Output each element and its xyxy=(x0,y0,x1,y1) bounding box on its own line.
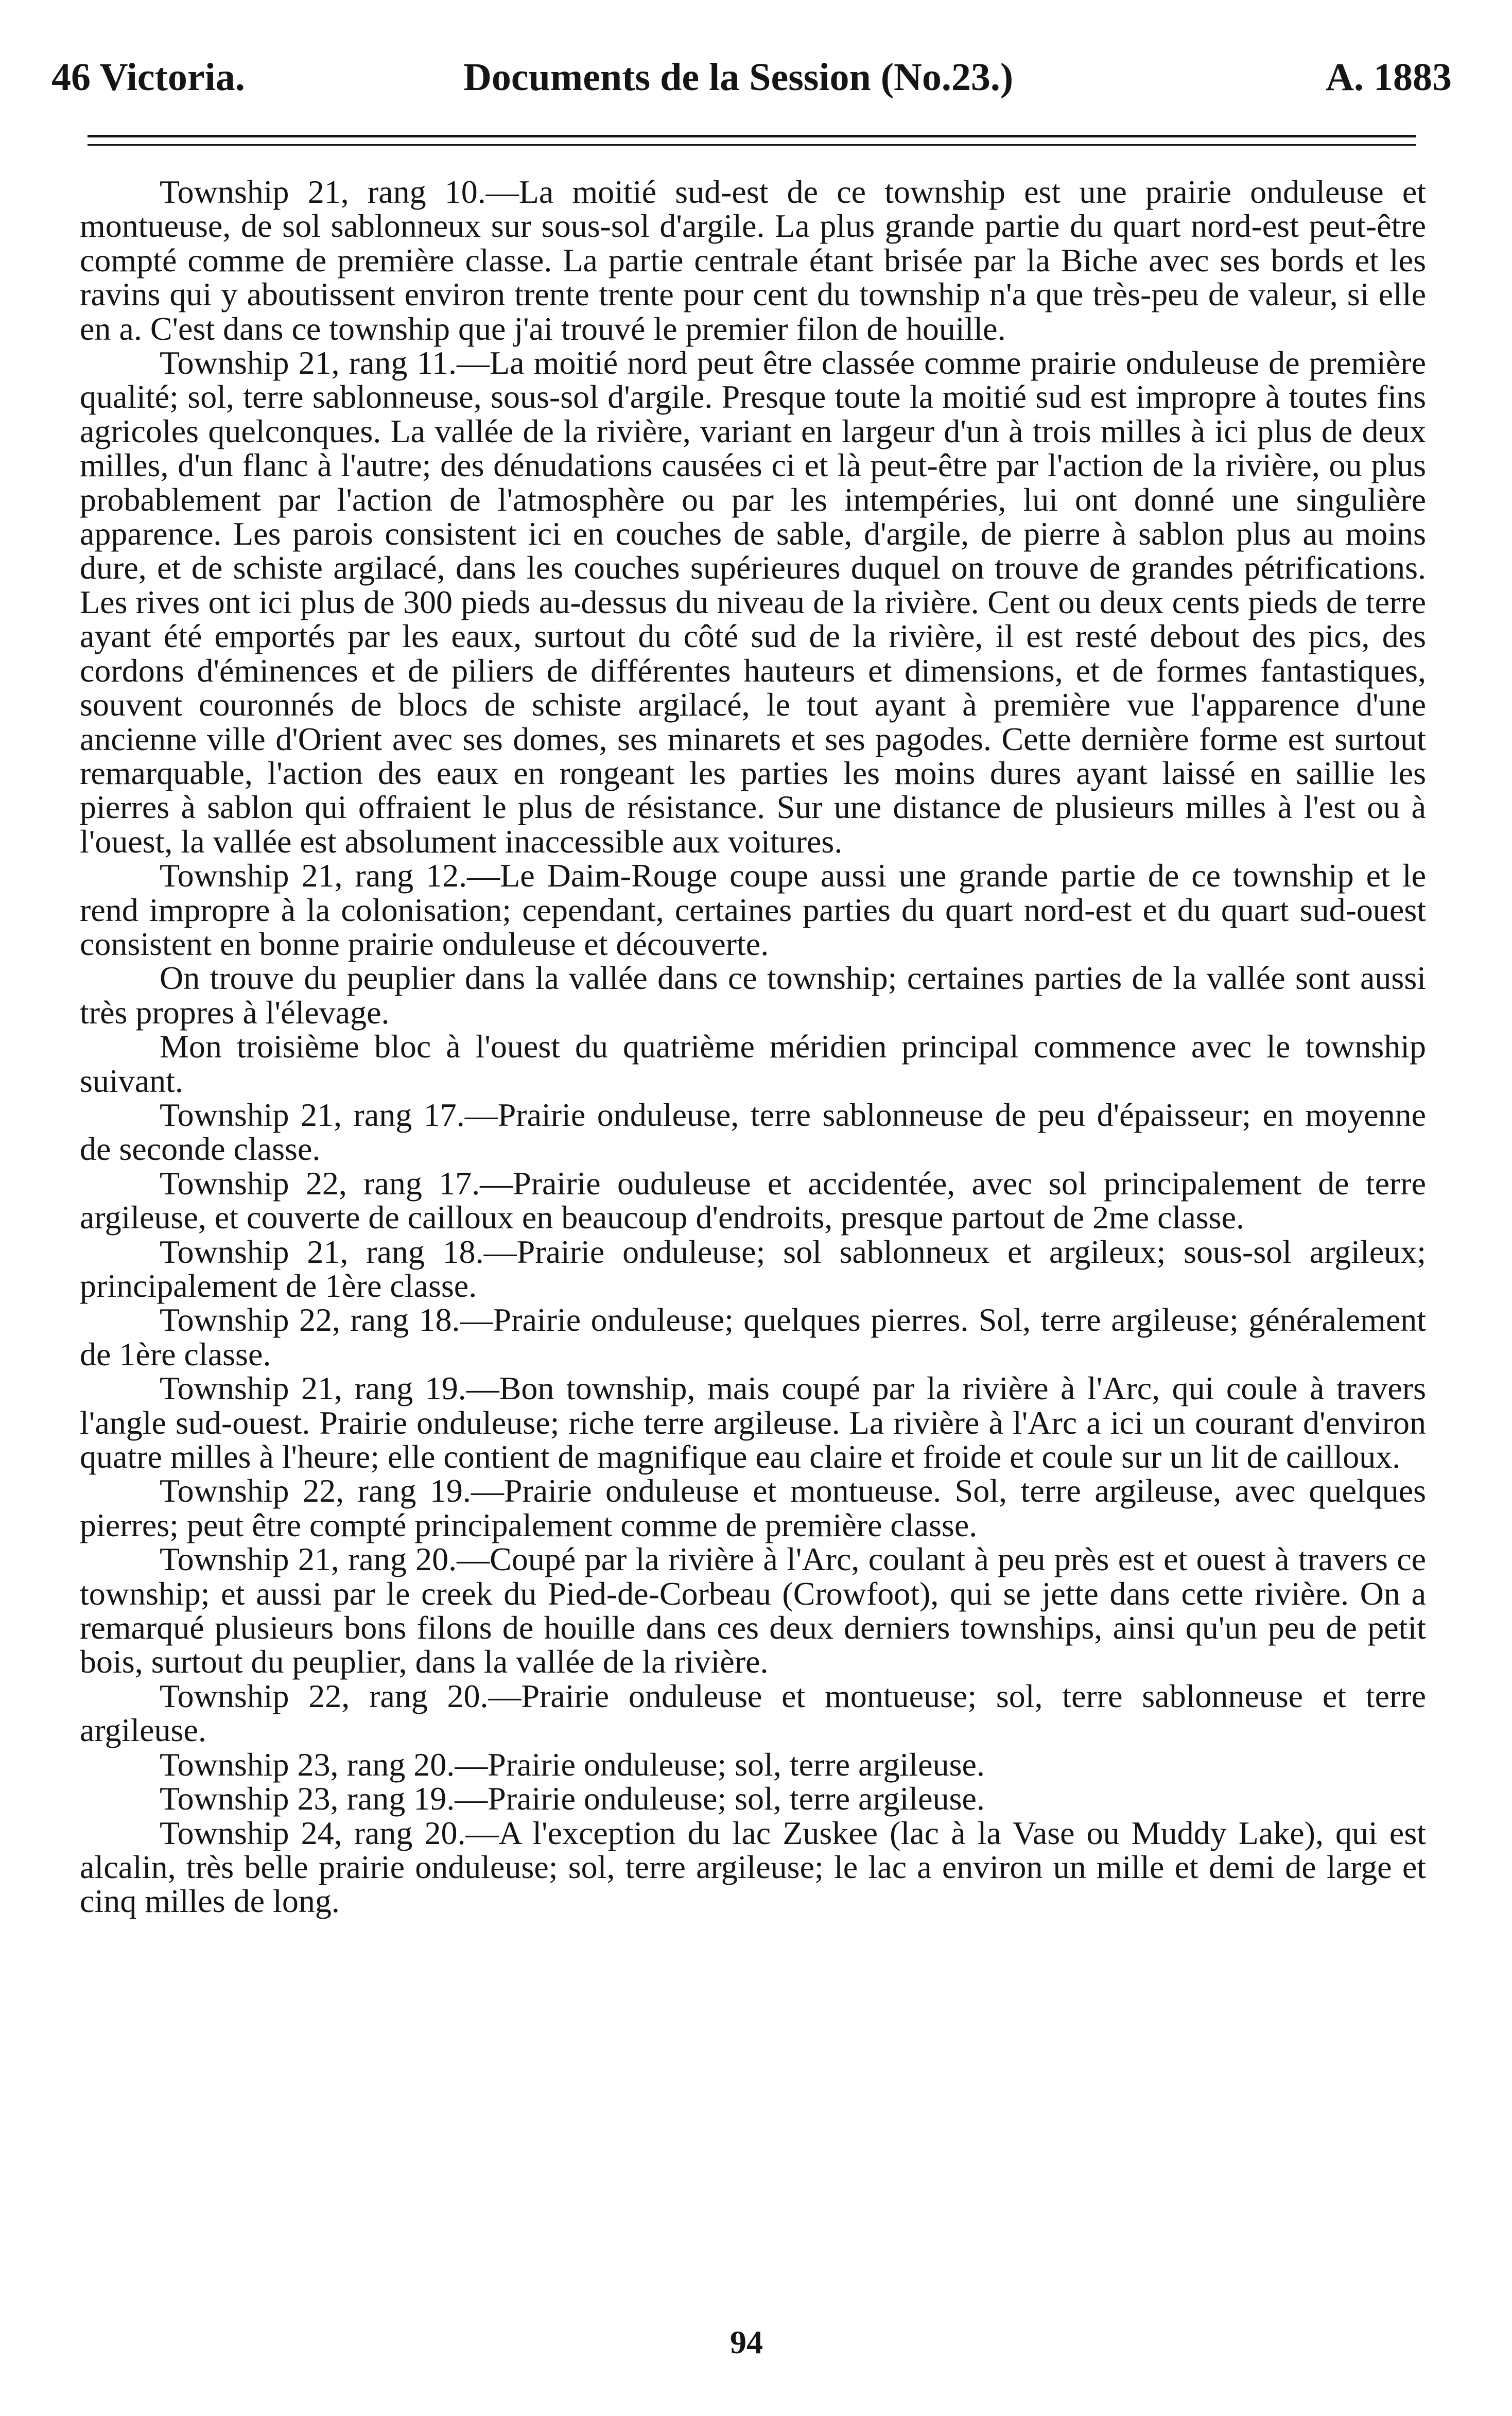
paragraph-township-21-rang-19: Township 21, rang 19.—Bon township, mais coupé par la rivière à l'Arc, qui coule à travers l'angle sud-ouest. Prairie onduleuse; riche terre argileuse. La rivière à l'Arc a ici un courant d'environ quatre milles à l'heure; elle contient de magnifique eau claire et froide et coule sur un lit de cailloux. xyxy=(80,1370,1426,1475)
paragraph-township-21-rang-11: Township 21, rang 11.—La moitié nord peut être classée comme prairie onduleuse de première qualité; sol, terre sablonneuse, sous-sol d'argile. Presque toute la moitié sud est impropre à toutes fins agricoles quelconques. La vallée de la rivière, variant en largeur d'un à trois milles à ici plus de deux milles, d'un flanc à l'autre; des dénudations causées ci et là peut-être par l'action de la rivière, ou plus probablement par l'action de l'atmosphère ou par les intempéries, lui ont donné une singulière apparence. Les parois consistent ici en couches de sable, d'argile, de pierre à sablon plus au moins dure, et de schiste argilacé, dans les couches supérieures duquel on trouve de grandes pétrifications. Les rives ont ici plus de 300 pieds au-dessus du niveau de la rivière. Cent ou deux cents pieds de terre ayant été emportés par les eaux, surtout du côté sud de la rivière, il est resté debout des pics, des cordons d'éminences et de piliers de différentes hauteurs et dimensions, et de formes fantastiques, souvent couronnés de blocs de schiste argilacé, le tout ayant à première vue l'apparence d'une ancienne ville d'Orient avec ses domes, ses minarets et ses pagodes. Cette dernière forme est surtout remarquable, l'action des eaux en rongeant les parties les moins dures ayant laissé en saillie les pierres à sablon qui offraient le plus de résistance. Sur une distance de plusieurs milles à l'est ou à l'ouest, la vallée est absolument inaccessible aux voitures. xyxy=(80,344,1426,860)
page-number: 94 xyxy=(730,2324,763,2360)
paragraph-township-23-rang-20: Township 23, rang 20.—Prairie onduleuse; sol, terre argileuse. xyxy=(160,1746,985,1783)
page-header xyxy=(51,49,1452,106)
paragraph-township-22-rang-19: Township 22, rang 19.—Prairie onduleuse et montueuse. Sol, terre argileuse, avec quelques pierres; peut être compté principalement comme de première classe. xyxy=(80,1472,1426,1543)
paragraph-township-24-rang-20: Township 24, rang 20.—A l'exception du lac Zuskee (lac à la Vase ou Muddy Lake), qui est alcalin, très belle prairie onduleuse; sol, terre argileuse; le lac a environ un mille et demi de large et cinq milles de long. xyxy=(80,1814,1426,1920)
paragraph-township-22-rang-17: Township 22, rang 17.—Prairie ouduleuse et accidentée, avec sol principalement de terre argileuse, et couverte de cailloux en beaucoup d'endroits, presque partout de 2me classe. xyxy=(80,1164,1426,1236)
paragraph-township-22-rang-20: Township 22, rang 20.—Prairie onduleuse et montueuse; sol, terre sablonneuse et terre argileuse. xyxy=(80,1677,1426,1749)
header-title: Documents de la Session (No.23.) xyxy=(463,56,1014,99)
paragraph-township-21-rang-17: Township 21, rang 17.—Prairie onduleuse, terre sablonneuse de peu d'épaisseur; en moyenne de seconde classe. xyxy=(80,1096,1426,1168)
paragraph-troisieme-bloc: Mon troisième bloc à l'ouest du quatrième méridien principal commence avec le township suivant. xyxy=(80,1028,1426,1099)
header-year: A. 1883 xyxy=(1326,56,1452,99)
header-regnal-year: 46 Victoria. xyxy=(51,56,245,99)
paragraph-township-21-rang-20: Township 21, rang 20.—Coupé par la rivière à l'Arc, coulant à peu près est et ouest à travers ce township; et aussi par le creek du Pied-de-Corbeau (Crowfoot), qui se jette dans cette rivière. On a remarqué plusieurs bons filons de houille dans ces deux derniers townships, ainsi qu'un peu de petit bois, surtout du peuplier, dans la vallée de la rivière. xyxy=(80,1541,1426,1680)
paragraph-township-21-rang-10: Township 21, rang 10.—La moitié sud-est de ce township est une prairie onduleuse et montueuse, de sol sablonneux sur sous-sol d'argile. La plus grande partie du quart nord-est peut-être compté comme de première classe. La partie centrale étant brisée par la Biche avec ses bords et les ravins qui y aboutissent environ trente trente pour cent du township n'a que très-peu de valeur, si elle en a. C'est dans ce township que j'ai trouvé le premier filon de houille. xyxy=(80,173,1426,347)
header-rule-thick xyxy=(88,135,1416,137)
body-text xyxy=(80,175,1426,1919)
paragraph-township-21-rang-18: Township 21, rang 18.—Prairie onduleuse; sol sablonneux et argileux; sous-sol argileux; principalement de 1ère classe. xyxy=(80,1233,1426,1304)
paragraph-township-21-rang-12: Township 21, rang 12.—Le Daim-Rouge coupe aussi une grande partie de ce township et le rend impropre à la colonisation; cependant, certaines parties du quart nord-est et du quart sud-ouest consistent en bonne prairie onduleuse et découverte. xyxy=(80,857,1426,962)
paragraph-township-22-rang-18: Township 22, rang 18.—Prairie onduleuse; quelques pierres. Sol, terre argileuse; généralement de 1ère classe. xyxy=(80,1301,1426,1372)
paragraph-peuplier: On trouve du peuplier dans la vallée dans ce township; certaines parties de la vallée sont aussi très propres à l'élevage. xyxy=(80,960,1426,1031)
header-rule-thin xyxy=(88,144,1416,146)
paragraph-township-23-rang-19: Township 23, rang 19.—Prairie onduleuse; sol, terre argileuse. xyxy=(160,1780,985,1817)
